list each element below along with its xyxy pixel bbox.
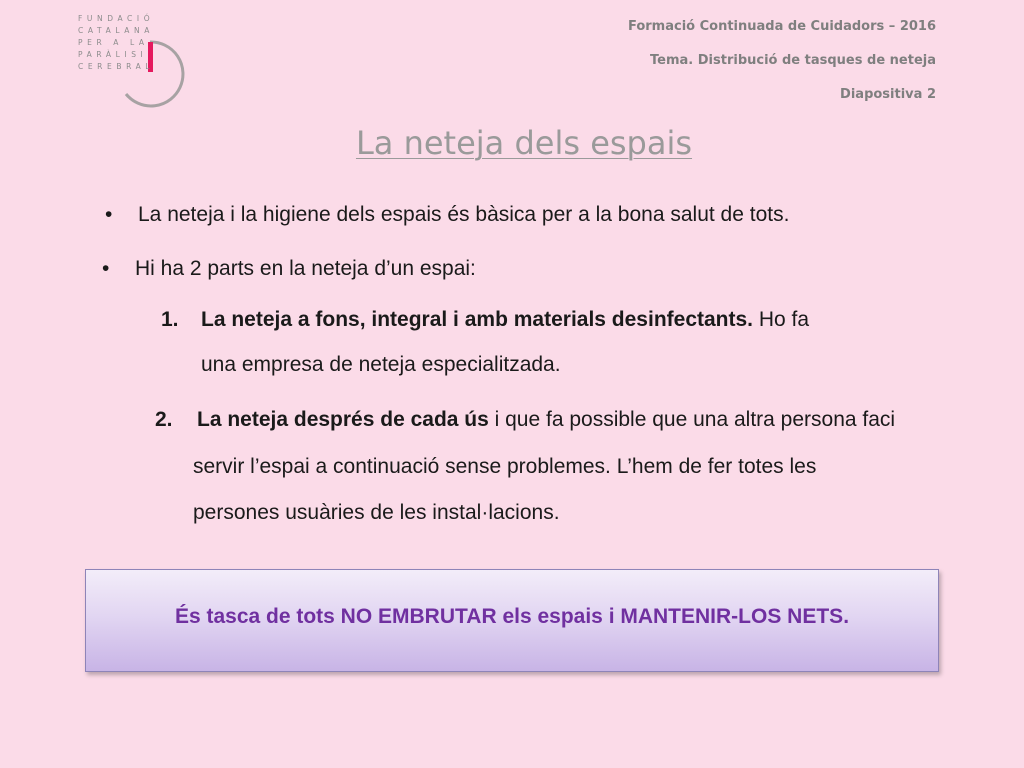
logo-text-line: PER A LA [78,38,149,47]
callout-box [85,569,939,672]
logo-text-line: FUNDACIÓ [78,14,155,23]
list-item-continuation: servir l’espai a continuació sense problemes. L’hem de fer totes les [193,455,817,478]
list-number: 2. [155,408,173,431]
bullet-text: La neteja i la higiene dels espais és bàsica per a la bona salut de tots. [138,203,790,226]
list-item-text: Ho fa [753,308,810,331]
header-course: Formació Continuada de Cuidadors – 2016 [627,19,936,34]
bullet-text: Hi ha 2 parts en la neteja d’un espai: [135,257,476,280]
list-item-continuation: persones usuàries de les instal·lacions. [193,501,560,524]
bullet-dot-icon: • [105,203,113,226]
foundation-logo [78,14,198,114]
list-item-bold-text: La neteja després de cada ús [197,408,489,431]
callout-text: És tasca de tots NO EMBRUTAR els espais i MANTENIR-LOS NETS. [174,604,850,628]
bullet-dot-icon: • [102,257,110,280]
header-slide-number: Diapositiva 2 [840,87,936,102]
logo-text-line: CEREBRAL [78,62,155,71]
list-item-text: i que fa possible que una altra persona faci [488,408,896,431]
list-number: 1. [161,308,179,331]
slide-title: La neteja dels espais [355,124,693,162]
list-item-continuation: una empresa de neteja especialitzada. [201,353,561,376]
header-topic: Tema. Distribució de tasques de neteja [650,53,936,68]
logo-text-line: PARÀLISI [78,50,148,59]
list-item-bold-text: La neteja a fons, integral i amb materials desinfectants. [201,308,754,331]
list-item-first-line [197,408,895,432]
logo-text-line: CATALANA [78,26,154,35]
list-item-first-line [201,308,809,332]
